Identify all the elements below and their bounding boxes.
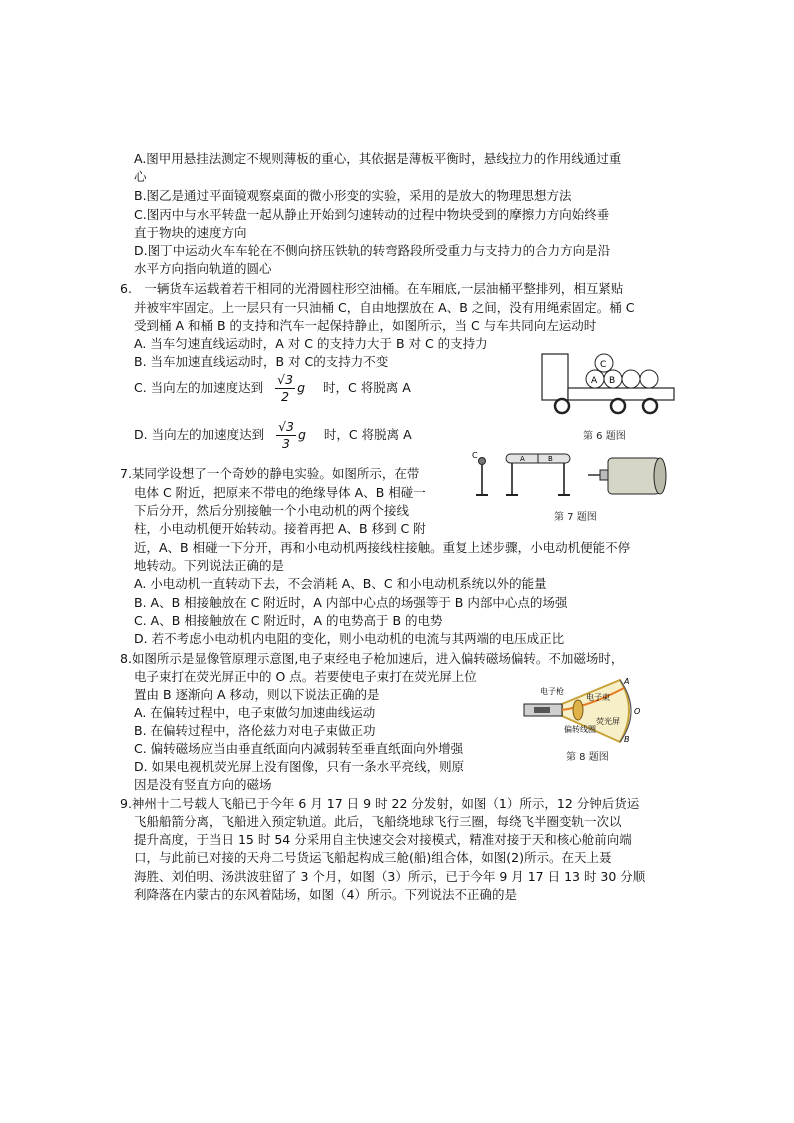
q6-option-c: C. 当向左的加速度达到 $\frac{√3}{2}$ g 时，C 将脱离 A	[134, 372, 411, 404]
q8-label-beam: 电子束	[586, 693, 610, 702]
q7-option-a: A. 小电动机一直转动下去，不会消耗 A、B、C 和小电动机系统以外的能量	[134, 576, 547, 591]
q6-c-fraction-num: √3	[277, 372, 294, 387]
q7-electrostatic-figure	[468, 450, 676, 502]
q7-stem-line2: 电体 C 附近，把原来不带电的绝缘导体 A、B 相碰一	[134, 485, 426, 500]
q8-label-b: B	[624, 735, 630, 744]
q5-option-a-line2: 心	[134, 169, 147, 184]
q6-figure-caption: 第 6 题图	[583, 431, 626, 442]
q7-option-b: B. A、B 相接触放在 C 附近时，A 内部中心点的场强等于 B 内部中心点的场强	[134, 595, 568, 610]
q7-fig-label-a: A	[520, 455, 525, 463]
q8-option-b: B. 在偏转过程中，洛伦兹力对电子束做正功	[134, 723, 376, 738]
q7-option-c: C. A、B 相接触放在 C 附近时，A 的电势高于 B 的电势	[134, 613, 443, 628]
q7-fig-label-b: B	[548, 455, 553, 463]
q6-fig-label-a: A	[591, 376, 598, 386]
q9-stem-line2: 飞船船箭分离，飞船进入预定轨道。此后，飞船绕地球飞行三圈，每绕飞半圈变轨一次以	[134, 814, 622, 829]
q8-label-o: O	[634, 707, 641, 716]
q9-stem-line4: 口，与此前已对接的天舟二号货运飞船起构成三舱(船)组合体，如图(2)所示。在天上聂	[134, 850, 612, 865]
q5-option-c-line2: 直于物块的速度方向	[134, 225, 247, 240]
q9-stem-line5: 海胜、刘伯明、汤洪波驻留了 3 个月，如图（3）所示，已于今年 9 月 17 日 13 时 30 分顺	[134, 869, 646, 884]
q9-stem-line3: 提升高度，于当日 15 时 54 分采用自主快速交会对接模式，精准对接于天和核心舱前向端	[134, 832, 632, 847]
q5-option-b: B.图乙是通过平面镜观察桌面的微小形变的实验，采用的是放大的物理思想方法	[134, 188, 572, 203]
q6-option-b: B. 当车加速直线运动时，B 对 C的支持力不变	[134, 354, 389, 369]
q8-label-coil: 偏转线圈	[564, 725, 596, 734]
q7-stem-line3: 下后分开，然后分别接触一个小电动机的两个接线	[134, 503, 410, 518]
q6-fig-label-b: B	[609, 376, 616, 386]
q6-option-a: A. 当车匀速直线运动时，A 对 C 的支持力大于 B 对 C 的支持力	[134, 336, 488, 351]
q7-fig-label-c: C	[472, 451, 478, 460]
q7-stem-line1: 7.某同学设想了一个奇妙的静电实验。如图所示，在带	[120, 466, 420, 481]
q8-stem-line3: 置由 B 逐渐向 A 移动，则以下说法正确的是	[134, 687, 380, 702]
q9-stem-line1: 9.神州十二号载人飞船已于今年 6 月 17 日 9 时 22 分发射，如图（1）所示，12 分钟后货运	[120, 796, 640, 811]
q6-fig-label-c: C	[600, 360, 607, 370]
q6-truck-figure	[538, 342, 678, 420]
q8-stem-line2: 电子束打在荧光屏正中的 O 点。若要使电子束打在荧光屏上位	[134, 669, 477, 684]
q7-stem-line5: 近，A、B 相碰一下分开，再和小电动机两接线柱接触。重复上述步骤，小电动机便能不停	[134, 540, 631, 555]
q8-option-c: C. 偏转磁场应当由垂直纸面向内减弱转至垂直纸面向外增强	[134, 741, 464, 756]
q8-option-d-line1: D. 如果电视机荧光屏上没有图像，只有一条水平亮线，则原	[134, 759, 465, 774]
q8-picture-tube-figure	[520, 676, 670, 746]
q8-stem-line1: 8.如图所示是显像管原理示意图,电子束经电子枪加速后，进入偏转磁场偏转。不加磁场时，	[120, 651, 624, 666]
q8-figure-caption: 第 8 题图	[566, 752, 609, 763]
q6-option-d: D. 当向左的加速度达到 $\frac{√3}{3}$ g 时，C 将脱离 A	[134, 419, 412, 451]
q5-option-d-line1: D.图丁中运动火车车轮在不侧向挤压铁轨的转弯路段所受重力与支持力的合力方向是沿	[134, 243, 611, 258]
q8-label-gun: 电子枪	[540, 687, 564, 696]
q6-d-fraction-num: √3	[278, 419, 294, 434]
q8-label-a: A	[624, 677, 630, 686]
q7-option-d: D. 若不考虑小电动机内电阻的变化，则小电动机的电流与其两端的电压成正比	[134, 631, 565, 646]
q8-option-a: A. 在偏转过程中，电子束做匀加速曲线运动	[134, 705, 376, 720]
q6-d-fraction-den: 3	[282, 436, 290, 451]
q5-option-d-line2: 水平方向指向轨道的圆心	[134, 261, 272, 276]
q7-stem-line6: 地转动。下列说法正确的是	[134, 558, 285, 573]
q5-option-a-line1: A.图甲用悬挂法测定不规则薄板的重心，其依据是薄板平衡时，悬线拉力的作用线通过重	[134, 151, 622, 166]
q7-stem-line4: 柱，小电动机便开始转动。接着再把 A、B 移到 C 附	[134, 521, 426, 536]
q6-c-fraction-den: 2	[281, 389, 290, 404]
q6-stem-line2: 并被牢牢固定。上一层只有一只油桶 C，自由地摆放在 A、B 之间，没有用绳索固定。桶 C	[134, 300, 635, 315]
q5-option-c-line1: C.图丙中与水平转盘一起从静止开始到匀速转动的过程中物块受到的摩擦力方向始终垂	[134, 207, 610, 222]
q6-stem-line1: 6. 一辆货车运载着若干相同的光滑圆柱形空油桶。在车厢底,一层油桶平整排列，相互紧贴	[120, 281, 624, 296]
q7-figure-caption: 第 7 题图	[554, 512, 597, 523]
q8-label-screen: 荧光屏	[596, 717, 620, 726]
q9-stem-line6: 利降落在内蒙古的东风着陆场，如图（4）所示。下列说法不正确的是	[134, 887, 517, 902]
q8-option-d-line2: 因是没有竖直方向的磁场	[134, 777, 272, 792]
q6-stem-line3: 受到桶 A 和桶 B 的支持和汽车一起保持静止，如图所示，当 C 与车共同向左运动时	[134, 318, 597, 333]
